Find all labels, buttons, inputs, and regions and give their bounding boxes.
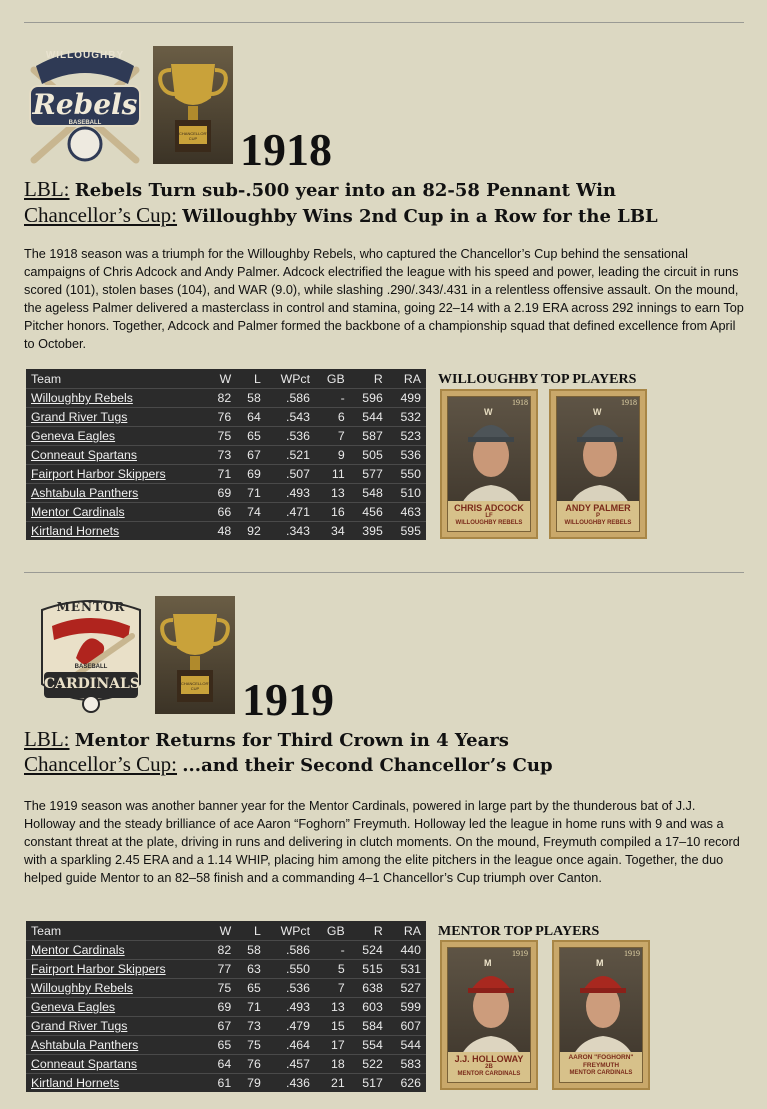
cell: 527	[388, 979, 426, 998]
cell: 69	[207, 484, 237, 503]
divider-top	[24, 22, 744, 23]
col-header: RA	[388, 369, 426, 389]
cell: 73	[236, 1017, 266, 1036]
team-link[interactable]: Fairport Harbor Skippers	[26, 960, 207, 979]
cell: 71	[236, 484, 266, 503]
cell: 584	[350, 1017, 388, 1036]
cap-letter: W	[484, 407, 493, 417]
team-link[interactable]: Geneva Eagles	[26, 998, 207, 1017]
cell: 17	[315, 1036, 350, 1055]
team-link[interactable]: Conneaut Spartans	[26, 1055, 207, 1074]
table-header-row	[26, 921, 426, 941]
cell: 577	[350, 465, 388, 484]
cell: .521	[266, 446, 315, 465]
table-row	[26, 427, 426, 446]
card-nameplate	[560, 1052, 642, 1082]
cell: 61	[207, 1074, 237, 1093]
card-position: P	[595, 513, 600, 519]
cell: 505	[350, 446, 388, 465]
cell: 7	[315, 427, 350, 446]
col-header: RA	[388, 921, 426, 941]
cell: .586	[266, 389, 315, 408]
cell: 626	[388, 1074, 426, 1093]
col-header: R	[350, 369, 388, 389]
cell: 92	[236, 522, 266, 541]
team-link[interactable]: Ashtabula Panthers	[26, 484, 207, 503]
cell: 463	[388, 503, 426, 522]
headline-text: Willoughby Wins 2nd Cup in a Row for the LBL	[182, 206, 658, 227]
cell: 13	[315, 998, 350, 1017]
team-link[interactable]: Willoughby Rebels	[26, 979, 207, 998]
logo-sub-text: BASEBALL	[74, 664, 108, 670]
cell: 15	[315, 1017, 350, 1036]
cell: 595	[388, 522, 426, 541]
card-nameplate	[448, 501, 530, 531]
col-header: GB	[315, 369, 350, 389]
cell: 522	[350, 1055, 388, 1074]
team-link[interactable]: Ashtabula Panthers	[26, 1036, 207, 1055]
logo-top-text: WILLOUGHBY	[45, 50, 125, 61]
cell: 76	[207, 408, 237, 427]
table-row	[26, 1036, 426, 1055]
headline-cup	[24, 752, 553, 778]
table-row	[26, 998, 426, 1017]
divider-middle	[24, 572, 744, 573]
cell: -	[315, 941, 350, 960]
cell: 6	[315, 408, 350, 427]
season-summary: The 1918 season was a triumph for the Willoughby Rebels, who captured the Chancellor’s Cup behind the sensational campaigns of Chris Adcock and Andy Palmer. Adcock electrified the league with his speed and power, leading the circuit in runs scored (101), stolen bases (104), and WAR (9.0), while slashing .290/.343/.431 in a relentless offensive assault. On the mound, the ageless Palmer delivered a masterclass in control and stamina, going 22–14 with a 2.19 ERA across 292 innings to earn Top Pitcher honors. Together, Adcock and Palmer formed the backbone of a championship squad that defined excellence from April to October.	[24, 247, 744, 351]
cell: 11	[315, 465, 350, 484]
card-player-name: AARON "FOGHORN" FREYMUTH	[568, 1054, 634, 1069]
headline-league	[24, 727, 509, 753]
cell: .436	[266, 1074, 315, 1093]
card-nameplate	[557, 501, 639, 531]
cell: 58	[236, 941, 266, 960]
headline-prefix: LBL:	[24, 727, 70, 751]
cell: 510	[388, 484, 426, 503]
season-year: 1919	[242, 674, 334, 725]
table-row	[26, 446, 426, 465]
team-link[interactable]: Kirtland Hornets	[26, 1074, 207, 1093]
player-card	[440, 940, 538, 1090]
team-link[interactable]: Mentor Cardinals	[26, 503, 207, 522]
card-player-name: CHRIS ADCOCK	[454, 503, 524, 513]
cell: 77	[207, 960, 237, 979]
table-row	[26, 960, 426, 979]
top-players-title: WILLOUGHBY TOP PLAYERS	[438, 372, 637, 387]
team-link[interactable]: Fairport Harbor Skippers	[26, 465, 207, 484]
cell: 63	[236, 960, 266, 979]
cap-letter: W	[593, 407, 602, 417]
cell: 599	[388, 998, 426, 1017]
table-row	[26, 503, 426, 522]
cell: 603	[350, 998, 388, 1017]
team-link[interactable]: Willoughby Rebels	[26, 389, 207, 408]
table-row	[26, 979, 426, 998]
team-link[interactable]: Grand River Tugs	[26, 408, 207, 427]
headline-text: Rebels Turn sub-.500 year into an 82-58 Pennant Win	[74, 180, 617, 201]
card-year: 1918	[621, 398, 637, 407]
cell: 9	[315, 446, 350, 465]
cell: 82	[207, 389, 237, 408]
table-row	[26, 408, 426, 427]
cell: 74	[236, 503, 266, 522]
col-header: R	[350, 921, 388, 941]
cell: 75	[236, 1036, 266, 1055]
cell: 73	[207, 446, 237, 465]
team-link[interactable]: Grand River Tugs	[26, 1017, 207, 1036]
col-header: L	[236, 369, 266, 389]
cell: .536	[266, 427, 315, 446]
cell: 65	[236, 427, 266, 446]
team-link[interactable]: Conneaut Spartans	[26, 446, 207, 465]
cell: 554	[350, 1036, 388, 1055]
cell: 550	[388, 465, 426, 484]
table-row	[26, 389, 426, 408]
standings-table	[26, 921, 426, 1092]
rebels-logo	[24, 40, 146, 168]
cell: .464	[266, 1036, 315, 1055]
cell: -	[315, 389, 350, 408]
table-row	[26, 1017, 426, 1036]
cell: 517	[350, 1074, 388, 1093]
cell: 18	[315, 1055, 350, 1074]
cell: .536	[266, 979, 315, 998]
cell: 583	[388, 1055, 426, 1074]
cell: 548	[350, 484, 388, 503]
card-player-name: ANDY PALMER	[565, 503, 631, 513]
card-year: 1918	[512, 398, 528, 407]
team-link[interactable]: Geneva Eagles	[26, 427, 207, 446]
table-row	[26, 484, 426, 503]
cell: 587	[350, 427, 388, 446]
cell: 13	[315, 484, 350, 503]
cell: 67	[236, 446, 266, 465]
player-card	[440, 389, 538, 539]
cell: 456	[350, 503, 388, 522]
cell: .471	[266, 503, 315, 522]
headline-cup	[24, 203, 658, 229]
cell: 82	[207, 941, 237, 960]
cell: 536	[388, 446, 426, 465]
card-player-name: J.J. HOLLOWAY	[454, 1054, 524, 1064]
logo-main-text: CARDINALS	[44, 676, 140, 692]
cell: 523	[388, 427, 426, 446]
cell: 75	[207, 427, 237, 446]
cell: .493	[266, 998, 315, 1017]
cell: 67	[207, 1017, 237, 1036]
card-team: WILLOUGHBY REBELS	[455, 520, 523, 526]
cell: .586	[266, 941, 315, 960]
cell: 65	[207, 1036, 237, 1055]
table-row	[26, 522, 426, 541]
card-team: MENTOR CARDINALS	[569, 1070, 633, 1076]
logo-main-text: Rebels	[32, 88, 138, 121]
cell: 69	[236, 465, 266, 484]
cell: 64	[236, 408, 266, 427]
cardinals-logo	[36, 596, 146, 714]
cell: 596	[350, 389, 388, 408]
cell: 48	[207, 522, 237, 541]
cell: .507	[266, 465, 315, 484]
card-year: 1919	[512, 949, 528, 958]
top-players-title: MENTOR TOP PLAYERS	[438, 924, 600, 939]
player-card	[552, 940, 650, 1090]
cell: 75	[207, 979, 237, 998]
card-position: LF	[485, 513, 493, 519]
standings-table	[26, 369, 426, 540]
table-row	[26, 941, 426, 960]
season-year: 1918	[240, 124, 332, 175]
cell: 34	[315, 522, 350, 541]
cell: 71	[236, 998, 266, 1017]
cell: .479	[266, 1017, 315, 1036]
trophy-image	[155, 596, 235, 714]
player-card	[549, 389, 647, 539]
trophy-plate-text: CHANCELLOR'S CUP	[181, 681, 212, 691]
cell: 69	[207, 998, 237, 1017]
team-link[interactable]: Mentor Cardinals	[26, 941, 207, 960]
season-summary: The 1919 season was another banner year for the Mentor Cardinals, powered in large part by the thunderous bat of J.J. Holloway and the steady brilliance of ace Aaron “Foghorn” Freymuth. Holloway led the league in home runs with 9 and was a constant threat at the plate, driving in runs and delivering in clutch moments. On the mound, Freymuth compiled a 17–10 record with a sparkling 2.45 ERA and a 1.14 WHIP, placing him among the elite pitchers in the league once again. Together, the duo helped guide Mentor to an 82–58 finish and a commanding 4–1 Chancellor’s Cup triumph over Canton.	[24, 799, 740, 885]
col-header: WPct	[266, 921, 315, 941]
col-header: GB	[315, 921, 350, 941]
cell: .343	[266, 522, 315, 541]
cell: 515	[350, 960, 388, 979]
cell: 21	[315, 1074, 350, 1093]
cell: .457	[266, 1055, 315, 1074]
cell: 395	[350, 522, 388, 541]
col-header: Team	[26, 921, 207, 941]
trophy-image	[153, 46, 233, 164]
table-header-row	[26, 369, 426, 389]
cell: .493	[266, 484, 315, 503]
team-link[interactable]: Kirtland Hornets	[26, 522, 207, 541]
card-year: 1919	[624, 949, 640, 958]
cell: 5	[315, 960, 350, 979]
cell: 64	[207, 1055, 237, 1074]
cell: 16	[315, 503, 350, 522]
col-header: Team	[26, 369, 207, 389]
logo-sub-text: BASEBALL	[68, 120, 102, 126]
card-team: WILLOUGHBY REBELS	[564, 520, 632, 526]
cell: 71	[207, 465, 237, 484]
cell: 544	[388, 1036, 426, 1055]
headline-text: ...and their Second Chancellor’s Cup	[182, 755, 553, 776]
table-row	[26, 1074, 426, 1093]
card-team: MENTOR CARDINALS	[457, 1071, 521, 1077]
cell: 544	[350, 408, 388, 427]
logo-top-text: MENTOR	[56, 600, 126, 614]
cell: 79	[236, 1074, 266, 1093]
cap-letter: M	[484, 958, 492, 968]
col-header: WPct	[266, 369, 315, 389]
headline-league	[24, 177, 616, 203]
headline-text: Mentor Returns for Third Crown in 4 Years	[74, 730, 509, 751]
cell: 440	[388, 941, 426, 960]
table-row	[26, 465, 426, 484]
cell: 66	[207, 503, 237, 522]
headline-prefix: Chancellor’s Cup:	[24, 203, 178, 227]
cell: 531	[388, 960, 426, 979]
headline-prefix: LBL:	[24, 177, 70, 201]
cell: 65	[236, 979, 266, 998]
cap-letter: M	[596, 958, 604, 968]
table-row	[26, 1055, 426, 1074]
trophy-plate-text: CHANCELLOR'S CUP	[179, 131, 210, 141]
card-nameplate	[448, 1052, 530, 1082]
headline-prefix: Chancellor’s Cup:	[24, 752, 178, 776]
cell: .550	[266, 960, 315, 979]
col-header: W	[207, 921, 237, 941]
cell: 7	[315, 979, 350, 998]
card-position: 2B	[485, 1064, 493, 1070]
col-header: L	[236, 921, 266, 941]
cell: 499	[388, 389, 426, 408]
cell: 638	[350, 979, 388, 998]
cell: 58	[236, 389, 266, 408]
cell: 607	[388, 1017, 426, 1036]
col-header: W	[207, 369, 237, 389]
cell: 524	[350, 941, 388, 960]
cell: 76	[236, 1055, 266, 1074]
cell: .543	[266, 408, 315, 427]
cell: 532	[388, 408, 426, 427]
